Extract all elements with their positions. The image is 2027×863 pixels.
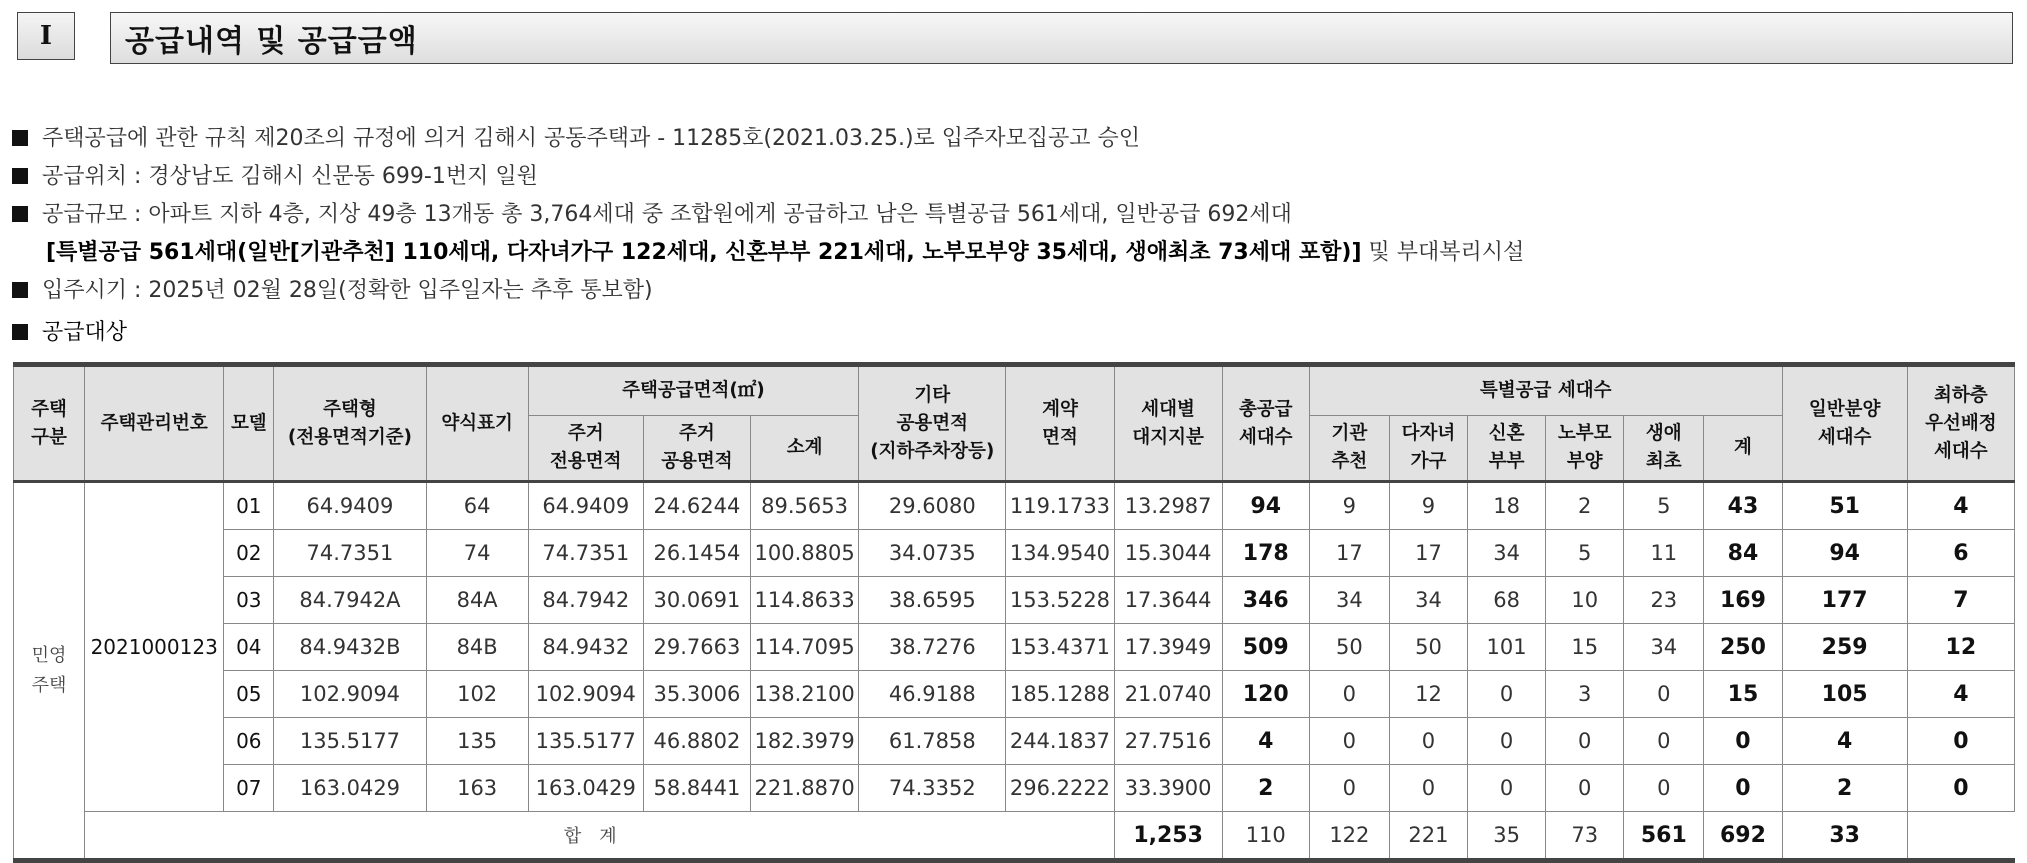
header-lowest: 최하층 우선배정 세대수 [1907, 365, 2014, 482]
bullet-square-icon [12, 168, 28, 184]
model-cell: 07 [224, 765, 274, 812]
subtotal-cell: 89.5653 [751, 482, 859, 530]
header-code: 주택관리번호 [85, 365, 224, 482]
special-sum-cell: 0 [1704, 718, 1782, 765]
table-row [14, 530, 2015, 577]
note-supply-target [12, 314, 2012, 352]
short-cell: 74 [426, 530, 528, 577]
notes-list [12, 120, 2012, 352]
newlywed-cell: 0 [1468, 671, 1546, 718]
land-share-cell: 15.3044 [1114, 530, 1222, 577]
table-row [14, 577, 2015, 624]
note-bold-text: [특별공급 561세대(일반[기관추천] 110세대, 다자녀가구 122세대, 신혼부부 221세대, 노부모부양 35세대, 생애최초 73세대 포함)] [46, 240, 1362, 265]
header-general: 일반분양 세대수 [1782, 365, 1907, 482]
newlywed-cell: 68 [1468, 577, 1546, 624]
header-exclusive: 주거 전용면적 [528, 416, 643, 482]
note-location [12, 158, 2012, 196]
multichild-cell: 0 [1389, 718, 1467, 765]
short-cell: 64 [426, 482, 528, 530]
multichild-cell: 17 [1389, 530, 1467, 577]
special-sum-cell: 43 [1704, 482, 1782, 530]
table-row [14, 671, 2015, 718]
other-area-cell: 29.6080 [859, 482, 1006, 530]
other-area-cell: 74.3352 [859, 765, 1006, 812]
total-units-cell: 346 [1222, 577, 1309, 624]
general-units-cell: 94 [1782, 530, 1907, 577]
subtotal-cell: 114.8633 [751, 577, 859, 624]
header-total: 총공급 세대수 [1222, 365, 1309, 482]
newlywed-cell: 34 [1468, 530, 1546, 577]
section-title: 공급내역 및 공급금액 [110, 12, 2013, 64]
land-share-cell: 21.0740 [1114, 671, 1222, 718]
subtotal-cell: 182.3979 [751, 718, 859, 765]
institution-cell: 0 [1309, 671, 1389, 718]
lowest-floor-cell: 12 [1907, 624, 2014, 671]
code-cell: 2021000123 [85, 482, 224, 812]
header-area-group: 주택공급면적(㎡) [528, 365, 858, 416]
total-units-cell: 2 [1222, 765, 1309, 812]
multichild-cell: 122 [1309, 812, 1389, 861]
subtotal-cell: 100.8805 [751, 530, 859, 577]
total-units-cell: 178 [1222, 530, 1309, 577]
multichild-cell: 50 [1389, 624, 1467, 671]
common-area-cell: 29.7663 [643, 624, 750, 671]
newlywed-cell: 18 [1468, 482, 1546, 530]
lowest-floor-cell: 4 [1907, 671, 2014, 718]
elderly-cell: 35 [1468, 812, 1546, 861]
common-area-cell: 26.1454 [643, 530, 750, 577]
common-area-cell: 30.0691 [643, 577, 750, 624]
institution-cell: 34 [1309, 577, 1389, 624]
exclusive-area-cell: 135.5177 [528, 718, 643, 765]
general-units-cell: 4 [1782, 718, 1907, 765]
first-time-cell: 0 [1624, 765, 1704, 812]
note-text: 주택공급에 관한 규칙 제20조의 규정에 의거 김해시 공동주택과 - 11285호(2021.03.25.)로 입주자모집공고 승인 [42, 126, 1141, 151]
header-common: 주거 공용면적 [643, 416, 750, 482]
lowest-floor-cell: 7 [1907, 577, 2014, 624]
institution-cell: 0 [1309, 765, 1389, 812]
total-units-cell: 509 [1222, 624, 1309, 671]
first-time-cell: 73 [1546, 812, 1624, 861]
subtotal-cell: 221.8870 [751, 765, 859, 812]
short-cell: 84A [426, 577, 528, 624]
general-units-cell: 692 [1704, 812, 1782, 861]
common-area-cell: 46.8802 [643, 718, 750, 765]
lowest-floor-cell: 0 [1907, 765, 2014, 812]
contract-area-cell: 153.5228 [1006, 577, 1114, 624]
special-sum-cell: 250 [1704, 624, 1782, 671]
contract-area-cell: 119.1733 [1006, 482, 1114, 530]
elderly-cell: 3 [1546, 671, 1624, 718]
special-sum-cell: 0 [1704, 765, 1782, 812]
special-sum-cell: 15 [1704, 671, 1782, 718]
other-area-cell: 61.7858 [859, 718, 1006, 765]
note-text: 공급규모 : 아파트 지하 4층, 지상 49층 13개동 총 3,764세대 중 조합원에게 공급하고 남은 특별공급 561세대, 일반공급 692세대 [42, 202, 1292, 227]
note-text: 공급위치 : 경상남도 김해시 신문동 699-1번지 일원 [42, 164, 538, 189]
type-cell: 135.5177 [274, 718, 426, 765]
other-area-cell: 34.0735 [859, 530, 1006, 577]
header-elderly: 노부모 부양 [1546, 416, 1624, 482]
table-row [14, 765, 2015, 812]
elderly-cell: 0 [1546, 765, 1624, 812]
first-time-cell: 0 [1624, 718, 1704, 765]
totals-row [14, 812, 2015, 861]
short-cell: 84B [426, 624, 528, 671]
contract-area-cell: 185.1288 [1006, 671, 1114, 718]
header-newlywed: 신혼 부부 [1468, 416, 1546, 482]
table-row [14, 718, 2015, 765]
multichild-cell: 0 [1389, 765, 1467, 812]
land-share-cell: 27.7516 [1114, 718, 1222, 765]
other-area-cell: 38.6595 [859, 577, 1006, 624]
contract-area-cell: 134.9540 [1006, 530, 1114, 577]
note-tail-text: 및 부대복리시설 [1361, 240, 1525, 265]
exclusive-area-cell: 84.9432 [528, 624, 643, 671]
total-units-cell: 120 [1222, 671, 1309, 718]
elderly-cell: 2 [1546, 482, 1624, 530]
exclusive-area-cell: 102.9094 [528, 671, 643, 718]
header-contract: 계약 면적 [1006, 365, 1114, 482]
exclusive-area-cell: 64.9409 [528, 482, 643, 530]
model-cell: 01 [224, 482, 274, 530]
land-share-cell: 17.3644 [1114, 577, 1222, 624]
header-land: 세대별 대지지분 [1114, 365, 1222, 482]
general-units-cell: 259 [1782, 624, 1907, 671]
elderly-cell: 10 [1546, 577, 1624, 624]
bullet-square-icon [12, 130, 28, 146]
newlywed-cell: 0 [1468, 765, 1546, 812]
land-share-cell: 33.3900 [1114, 765, 1222, 812]
other-area-cell: 38.7276 [859, 624, 1006, 671]
short-cell: 102 [426, 671, 528, 718]
header-sum: 계 [1704, 416, 1782, 482]
type-cell: 84.7942A [274, 577, 426, 624]
short-cell: 135 [426, 718, 528, 765]
model-cell: 05 [224, 671, 274, 718]
short-cell: 163 [426, 765, 528, 812]
note-scale [12, 196, 2012, 234]
contract-area-cell: 244.1837 [1006, 718, 1114, 765]
total-units-cell: 1,253 [1114, 812, 1222, 861]
lowest-floor-cell: 0 [1907, 718, 2014, 765]
table-row [14, 624, 2015, 671]
bullet-square-icon [12, 324, 28, 340]
common-area-cell: 58.8441 [643, 765, 750, 812]
header-special-group: 특별공급 세대수 [1309, 365, 1782, 416]
general-units-cell: 177 [1782, 577, 1907, 624]
general-units-cell: 2 [1782, 765, 1907, 812]
type-cell: 74.7351 [274, 530, 426, 577]
newlywed-cell: 221 [1389, 812, 1467, 861]
type-cell: 64.9409 [274, 482, 426, 530]
newlywed-cell: 101 [1468, 624, 1546, 671]
exclusive-area-cell: 163.0429 [528, 765, 643, 812]
exclusive-area-cell: 84.7942 [528, 577, 643, 624]
header-institution: 기관 추천 [1309, 416, 1389, 482]
model-cell: 03 [224, 577, 274, 624]
institution-cell: 50 [1309, 624, 1389, 671]
institution-cell: 9 [1309, 482, 1389, 530]
land-share-cell: 13.2987 [1114, 482, 1222, 530]
lowest-floor-cell: 33 [1782, 812, 1907, 861]
type-cell: 102.9094 [274, 671, 426, 718]
elderly-cell: 15 [1546, 624, 1624, 671]
institution-cell: 110 [1222, 812, 1309, 861]
first-time-cell: 23 [1624, 577, 1704, 624]
header-short: 약식표기 [426, 365, 528, 482]
general-units-cell: 51 [1782, 482, 1907, 530]
total-units-cell: 4 [1222, 718, 1309, 765]
model-cell: 04 [224, 624, 274, 671]
elderly-cell: 5 [1546, 530, 1624, 577]
other-area-cell: 46.9188 [859, 671, 1006, 718]
subtotal-cell: 114.7095 [751, 624, 859, 671]
elderly-cell: 0 [1546, 718, 1624, 765]
exclusive-area-cell: 74.7351 [528, 530, 643, 577]
section-number: I [17, 12, 75, 60]
bullet-square-icon [12, 282, 28, 298]
first-time-cell: 5 [1624, 482, 1704, 530]
common-area-cell: 35.3006 [643, 671, 750, 718]
subtotal-cell: 138.2100 [751, 671, 859, 718]
header-first-time: 생애 최초 [1624, 416, 1704, 482]
first-time-cell: 0 [1624, 671, 1704, 718]
note-approval [12, 120, 2012, 158]
header-other: 기타 공용면적 (지하주차장등) [859, 365, 1006, 482]
multichild-cell: 12 [1389, 671, 1467, 718]
note-text: 공급대상 [42, 320, 128, 345]
first-time-cell: 11 [1624, 530, 1704, 577]
model-cell: 06 [224, 718, 274, 765]
type-cell: 84.9432B [274, 624, 426, 671]
institution-cell: 0 [1309, 718, 1389, 765]
total-units-cell: 94 [1222, 482, 1309, 530]
special-sum-cell: 84 [1704, 530, 1782, 577]
note-special-supply [12, 234, 2012, 272]
special-sum-cell: 169 [1704, 577, 1782, 624]
general-units-cell: 105 [1782, 671, 1907, 718]
table-row [14, 482, 2015, 530]
lowest-floor-cell: 6 [1907, 530, 2014, 577]
first-time-cell: 34 [1624, 624, 1704, 671]
totals-label: 합계 [85, 812, 1114, 861]
lowest-floor-cell: 4 [1907, 482, 2014, 530]
multichild-cell: 9 [1389, 482, 1467, 530]
common-area-cell: 24.6244 [643, 482, 750, 530]
kind-cell: 민영 주택 [14, 482, 85, 861]
land-share-cell: 17.3949 [1114, 624, 1222, 671]
newlywed-cell: 0 [1468, 718, 1546, 765]
header-multichild: 다자녀 가구 [1389, 416, 1467, 482]
note-text: 입주시기 : 2025년 02월 28일(정확한 입주일자는 추후 통보함) [42, 278, 653, 303]
institution-cell: 17 [1309, 530, 1389, 577]
special-sum-cell: 561 [1624, 812, 1704, 861]
bullet-square-icon [12, 206, 28, 222]
contract-area-cell: 296.2222 [1006, 765, 1114, 812]
header-model: 모델 [224, 365, 274, 482]
header-type: 주택형 (전용면적기준) [274, 365, 426, 482]
multichild-cell: 34 [1389, 577, 1467, 624]
note-move-in [12, 272, 2012, 310]
header-subtotal: 소계 [751, 416, 859, 482]
contract-area-cell: 153.4371 [1006, 624, 1114, 671]
supply-table [13, 362, 2015, 863]
type-cell: 163.0429 [274, 765, 426, 812]
header-kind: 주택 구분 [14, 365, 85, 482]
model-cell: 02 [224, 530, 274, 577]
